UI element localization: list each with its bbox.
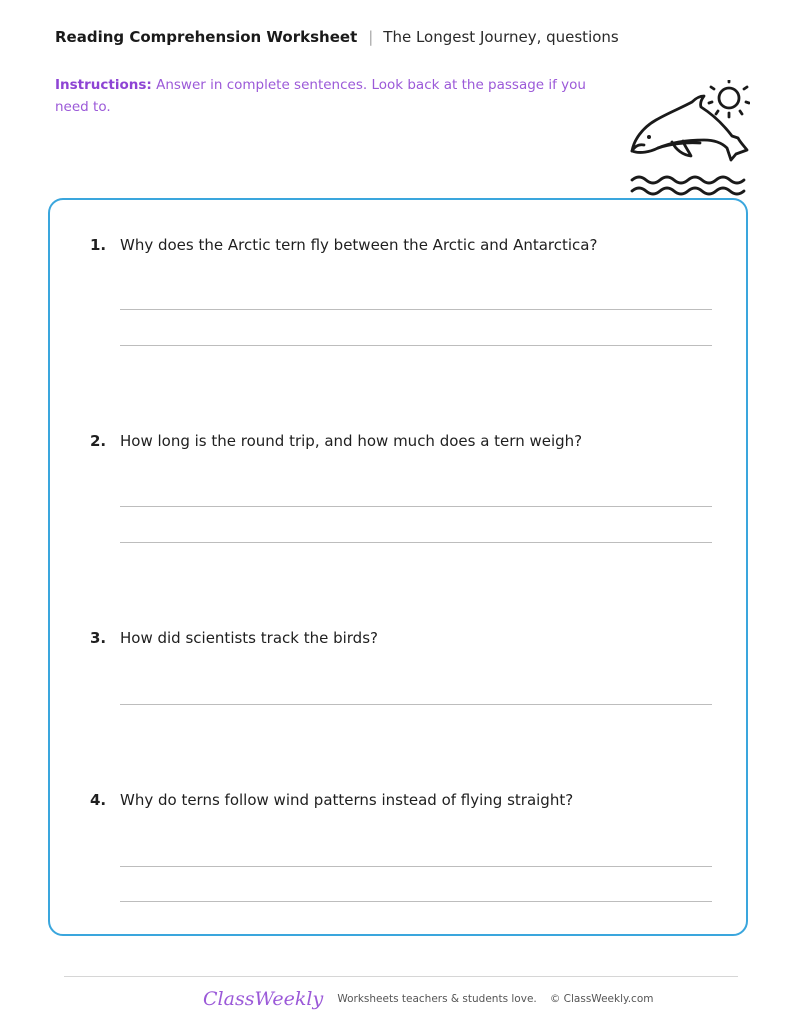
question-number: 3. (90, 629, 107, 647)
question-number: 1. (90, 236, 107, 254)
header-separator: | (368, 28, 374, 46)
answer-line[interactable] (120, 345, 712, 346)
question-item (50, 790, 746, 820)
question-text: How long is the round trip, and how much does a tern weigh? (120, 432, 583, 450)
worksheet-subtitle: The Longest Journey, questions (383, 28, 619, 46)
brand-logo: ClassWeekly (203, 988, 324, 1010)
question-text: Why do terns follow wind patterns instead of flying straight? (120, 791, 574, 809)
question-item (50, 628, 746, 658)
worksheet-title: Reading Comprehension Worksheet (55, 28, 358, 46)
footer-tagline: Worksheets teachers & students love. (337, 993, 537, 1005)
footer (203, 988, 653, 1016)
question-item (50, 235, 746, 265)
footer-divider (64, 976, 738, 977)
answer-line[interactable] (120, 542, 712, 543)
answer-line[interactable] (120, 704, 712, 705)
question-number: 4. (90, 791, 107, 809)
answer-line[interactable] (120, 866, 712, 867)
footer-copyright: © ClassWeekly.com (549, 993, 654, 1005)
answer-line[interactable] (120, 901, 712, 902)
question-text: How did scientists track the birds? (120, 629, 378, 647)
answer-line[interactable] (120, 309, 712, 310)
instructions-text: Answer in complete sentences. Look back at the passage if you need to. (55, 77, 586, 115)
worksheet-header (55, 27, 619, 47)
instructions-label: Instructions: (55, 77, 152, 93)
question-number: 2. (90, 432, 107, 450)
question-text: Why does the Arctic tern fly between the Arctic and Antarctica? (120, 236, 598, 254)
instructions (55, 74, 595, 118)
dolphin-sun-waves-icon (628, 80, 750, 198)
questions-box (48, 198, 748, 936)
question-item (50, 431, 746, 461)
answer-line[interactable] (120, 506, 712, 507)
